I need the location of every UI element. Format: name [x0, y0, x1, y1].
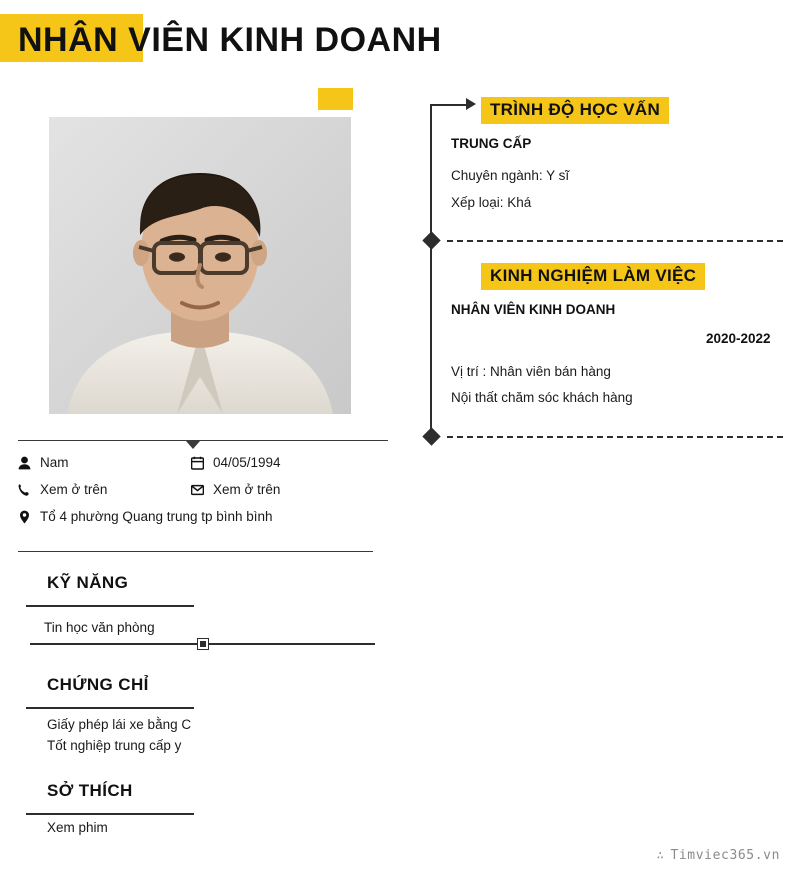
education-detail-grade: Xếp loại: Khá — [451, 195, 532, 210]
section-heading-certificates: CHỨNG CHỈ — [47, 675, 149, 694]
contact-value-gender: Nam — [40, 455, 69, 470]
page-title: NHÂN VIÊN KINH DOANH — [18, 21, 442, 59]
hobbies-underline — [26, 808, 194, 815]
hobbies-list — [47, 818, 108, 839]
skill-progress-knob[interactable] — [198, 639, 208, 649]
section-hobbies — [47, 781, 133, 801]
location-icon — [18, 510, 40, 524]
contact-item-birthdate — [191, 455, 364, 470]
contact-info-block — [18, 455, 388, 536]
section-heading-experience: KINH NGHIỆM LÀM VIỆC — [481, 263, 705, 290]
left-column — [18, 440, 388, 441]
triangle-marker-icon — [186, 441, 200, 449]
section-skills — [47, 573, 128, 593]
decorative-accent-square — [318, 88, 353, 110]
section-heading-skills: KỸ NĂNG — [47, 573, 129, 592]
therefore-icon: ∴ — [656, 848, 665, 862]
contact-row — [18, 455, 388, 470]
contact-row — [18, 482, 388, 497]
watermark-text: Timviec365.vn — [670, 848, 780, 863]
contact-value-email: Xem ở trên — [213, 482, 281, 497]
underline-bar — [26, 707, 194, 709]
list-item: Tốt nghiệp trung cấp y — [47, 737, 182, 753]
contact-row — [18, 509, 388, 524]
contact-value-address: Tổ 4 phường Quang trung tp bình bình — [40, 509, 273, 524]
section-heading-education: TRÌNH ĐỘ HỌC VẤN — [481, 97, 669, 124]
section-heading-hobbies: SỞ THÍCH — [47, 781, 133, 800]
contact-item-gender — [18, 455, 191, 470]
contact-item-phone — [18, 482, 191, 497]
timeline-diamond-icon — [422, 427, 440, 445]
experience-date-range: 2020-2022 — [706, 331, 771, 346]
education-detail-major: Chuyên ngành: Y sĩ — [451, 168, 570, 183]
experience-position-title: NHÂN VIÊN KINH DOANH — [451, 302, 616, 317]
skill-label: Tin học văn phòng — [44, 620, 155, 635]
timeline-diamond-icon — [422, 231, 440, 249]
contact-value-birthdate: 04/05/1994 — [213, 455, 281, 470]
timeline-dashed-divider — [447, 436, 783, 438]
certificates-list — [47, 715, 191, 757]
document-header — [0, 0, 811, 88]
timeline-arrow-icon — [466, 98, 476, 110]
candidate-photo — [49, 117, 351, 414]
contact-value-phone: Xem ở trên — [40, 482, 108, 497]
person-icon — [18, 456, 40, 470]
list-item: Giấy phép lái xe bằng C — [47, 717, 192, 732]
section-certificates — [47, 675, 149, 695]
skills-underline — [26, 600, 194, 607]
phone-icon — [18, 483, 40, 497]
list-item: Xem phim — [47, 820, 108, 835]
education-level: TRUNG CẤP — [451, 136, 532, 151]
underline-bar — [26, 813, 194, 815]
calendar-icon — [191, 456, 213, 470]
timeline-arrow-stem — [430, 104, 468, 106]
divider-contact-bottom — [18, 551, 373, 552]
certificates-underline — [26, 702, 194, 709]
divider-line — [18, 551, 373, 552]
timeline-axis — [430, 104, 432, 444]
experience-detail-role: Vị trí : Nhân viên bán hàng — [451, 364, 611, 379]
experience-detail-duty: Nội thất chăm sóc khách hàng — [451, 390, 633, 405]
contact-item-email — [191, 482, 364, 497]
watermark — [657, 848, 780, 863]
skill-progress-track[interactable] — [30, 643, 375, 645]
underline-bar — [26, 605, 194, 607]
mail-icon — [191, 483, 213, 497]
photo-illustration — [49, 117, 351, 414]
contact-item-address — [18, 509, 368, 524]
timeline-dashed-divider — [447, 240, 783, 242]
skill-item — [30, 620, 375, 645]
divider-contact-top — [18, 440, 388, 441]
